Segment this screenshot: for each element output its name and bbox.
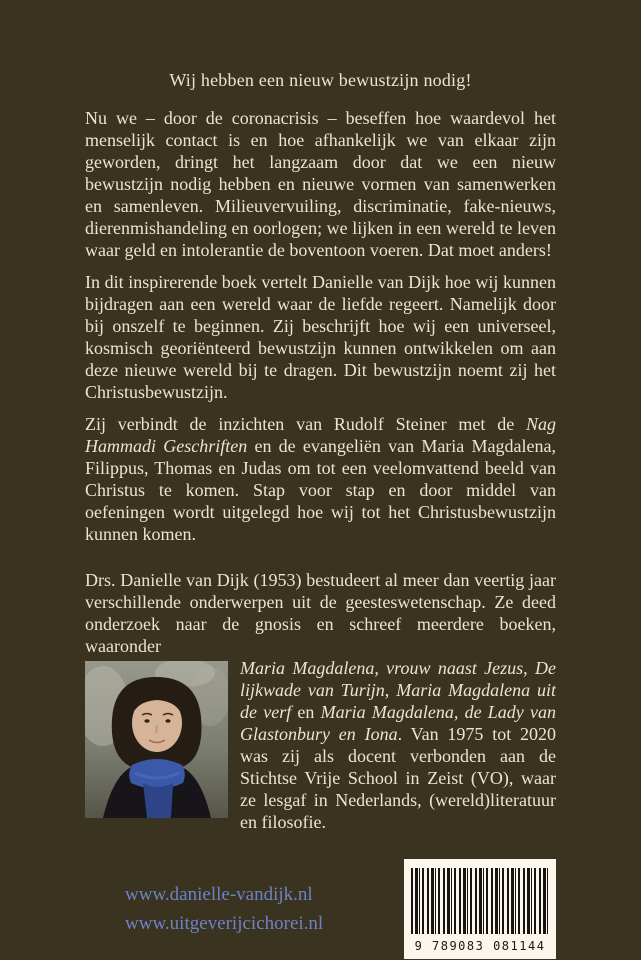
paragraph-book-description: In dit inspirerende boek vertelt Danielle van Dijk hoe wij kunnen bijdragen aan een wereld waar de liefde regeert. Namelijk door bij onszelf te beginnen. Zij beschrijft hoe wij een universeel, kosmisch georiënteerd bewustzijn kunnen ontwikkelen om aan deze nieuwe wereld bij te dragen. Dit bewustzijn noemt zij het Christusbewustzijn. — [85, 272, 556, 402]
footer — [85, 859, 556, 959]
author-bio-with-photo — [85, 657, 556, 833]
author-website-link[interactable]: www.danielle-vandijk.nl — [125, 884, 313, 905]
tagline: Wij hebben een nieuw bewustzijn nodig! — [169, 70, 472, 90]
paragraph-coronacrisis: Nu we – door de coronacrisis – beseffen hoe waardevol het menselijk contact is en hoe afhankelijk we van elkaar zijn geworden, dringt het langzaam door dat we een nieuw bewustzijn nodig hebben en nieuwe vormen van samenwerken en samenleven. Milieuvervuiling, discriminatie, fake-nieuws, dierenmishandeling en oorlogen; we lijken in een wereld te leven waar geld en intolerantie de boventoon voeren. Dat moet anders! — [85, 108, 556, 260]
barcode-bars — [411, 868, 549, 934]
barcode-number: 9 789083 081144 — [414, 939, 546, 953]
website-links — [85, 880, 323, 938]
author-bio-intro: Drs. Danielle van Dijk (1953) bestudeert al meer dan veertig jaar verschillende onderwerpen uit de geesteswetenschap. Ze deed onderzoek naar de gnosis en schreef meerdere boeken, waaronder — [85, 570, 556, 656]
publisher-website-link[interactable]: www.uitgeverijcichorei.nl — [125, 913, 324, 934]
author-portrait-photo — [85, 661, 228, 818]
author-bio-books: Maria Magdalena, vrouw naast Jezus, De lijkwade van Turijn, Maria Magdalena uit de verf en Maria Magdalena, de Lady van Glastonbury en Iona. Van 1975 tot 2020 was zij als docent verbonden aan de Stichtse Vrije School in Zeist (VO), waar ze lesgaf in Nederlands, (wereld)literatuur en filosofie. — [240, 658, 556, 832]
author-portrait-illustration — [85, 661, 228, 818]
isbn-barcode — [404, 859, 556, 959]
paragraph-sources: Zij verbindt de inzichten van Rudolf Steiner met de Nag Hammadi Geschriften en de evangeliën van Maria Magdalena, Filippus, Thomas en Judas om tot een veelomvattend beeld van Christus te komen. Stap voor stap en door middel van oefeningen wordt uitgelegd hoe wij tot het Christusbewustzijn kunnen komen. — [85, 414, 556, 544]
